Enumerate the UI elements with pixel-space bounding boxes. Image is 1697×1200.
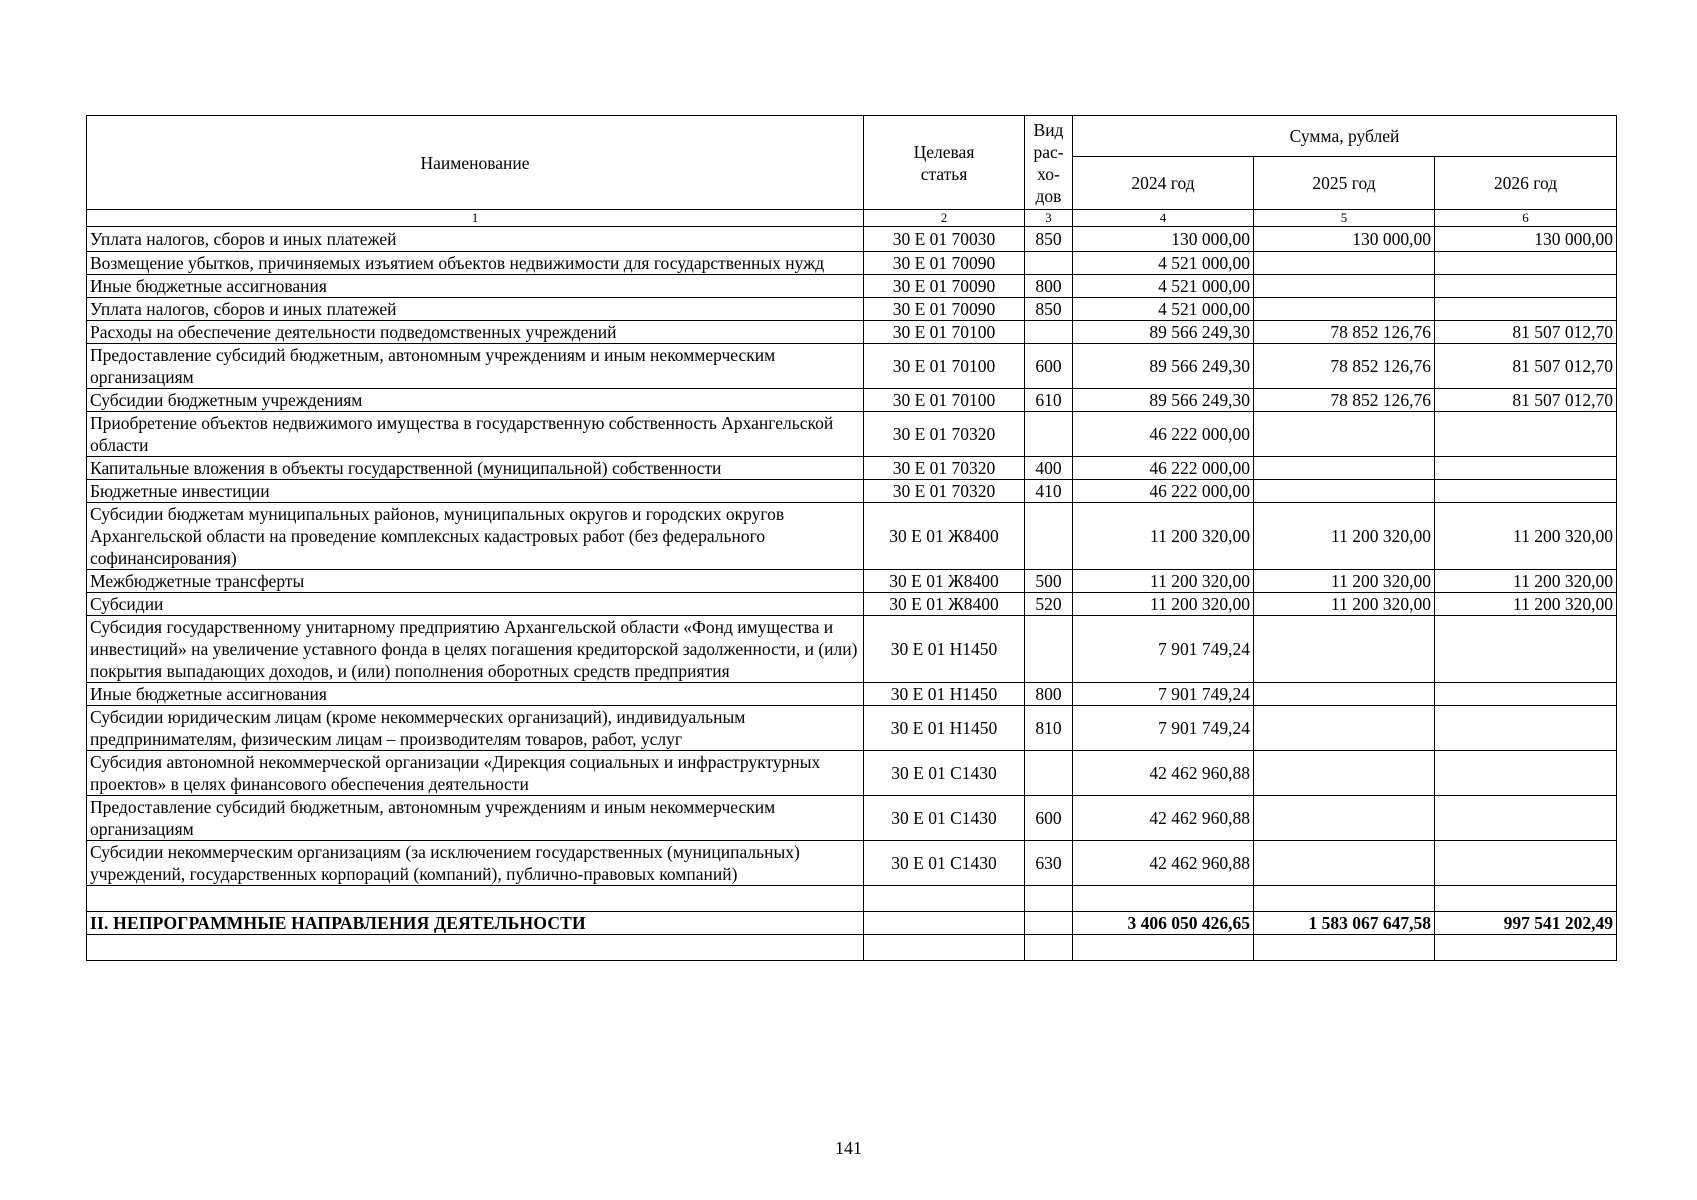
row-sum-2025: 11 200 320,00 bbox=[1254, 593, 1435, 616]
row-vid: 810 bbox=[1025, 706, 1073, 751]
header-vid-line4: дов bbox=[1035, 185, 1062, 206]
row-sum-2024: 42 462 960,88 bbox=[1073, 841, 1254, 886]
blank-cell bbox=[1435, 935, 1617, 961]
row-name: Субсидия государственному унитарному предприятию Архангельской области «Фонд имущества и инвестиций» на увеличение уставного фонда в целях погашения кредиторской задолженности, и (или) покрытия выпадающих доходов, и (или) пополнения оборотных средств предприятия bbox=[87, 616, 864, 683]
row-vid: 610 bbox=[1025, 389, 1073, 412]
total-name: II. НЕПРОГРАММНЫЕ НАПРАВЛЕНИЯ ДЕЯТЕЛЬНОСТИ bbox=[87, 912, 864, 935]
row-sum-2025 bbox=[1254, 706, 1435, 751]
header-year-2026: 2026 год bbox=[1435, 157, 1617, 210]
row-sum-2025 bbox=[1254, 252, 1435, 275]
row-sum-2025 bbox=[1254, 796, 1435, 841]
row-vid bbox=[1025, 616, 1073, 683]
header-sum-group: Сумма, рублей bbox=[1073, 116, 1617, 157]
row-name: Субсидия автономной некоммерческой организации «Дирекция социальных и инфраструктурных проектов» в целях финансового обеспечения деятельности bbox=[87, 751, 864, 796]
table-row bbox=[87, 275, 1617, 298]
blank-cell bbox=[87, 886, 864, 912]
row-sum-2024: 11 200 320,00 bbox=[1073, 570, 1254, 593]
table-row bbox=[87, 344, 1617, 389]
row-sum-2025 bbox=[1254, 751, 1435, 796]
row-sum-2025: 78 852 126,76 bbox=[1254, 321, 1435, 344]
row-sum-2025 bbox=[1254, 841, 1435, 886]
row-sum-2026 bbox=[1435, 841, 1617, 886]
row-sum-2026 bbox=[1435, 706, 1617, 751]
row-sum-2024: 89 566 249,30 bbox=[1073, 344, 1254, 389]
table-row bbox=[87, 841, 1617, 886]
total-sum-2025: 1 583 067 647,58 bbox=[1254, 912, 1435, 935]
table-row bbox=[87, 480, 1617, 503]
column-number: 3 bbox=[1025, 210, 1073, 227]
row-code: 30 Е 01 Ж8400 bbox=[864, 503, 1025, 570]
header-code-line2: статья bbox=[920, 163, 968, 184]
table-row bbox=[87, 298, 1617, 321]
row-sum-2024: 4 521 000,00 bbox=[1073, 275, 1254, 298]
row-sum-2025: 11 200 320,00 bbox=[1254, 570, 1435, 593]
column-number: 5 bbox=[1254, 210, 1435, 227]
table-row bbox=[87, 227, 1617, 252]
row-sum-2025 bbox=[1254, 275, 1435, 298]
row-code: 30 Е 01 70320 bbox=[864, 412, 1025, 457]
header-code-line1: Целевая bbox=[913, 141, 975, 162]
total-code bbox=[864, 912, 1025, 935]
table-row bbox=[87, 751, 1617, 796]
header-vid-line2: рас- bbox=[1033, 141, 1064, 162]
table-row bbox=[87, 593, 1617, 616]
row-sum-2026 bbox=[1435, 457, 1617, 480]
row-vid: 400 bbox=[1025, 457, 1073, 480]
row-vid bbox=[1025, 252, 1073, 275]
table-row bbox=[87, 616, 1617, 683]
row-name: Субсидии некоммерческим организациям (за исключением государственных (муниципальных) учреждений, государственных корпораций (компаний), публично-правовых компаний) bbox=[87, 841, 864, 886]
row-name: Иные бюджетные ассигнования bbox=[87, 275, 864, 298]
row-vid: 600 bbox=[1025, 796, 1073, 841]
row-sum-2026 bbox=[1435, 480, 1617, 503]
row-code: 30 Е 01 Н1450 bbox=[864, 706, 1025, 751]
row-code: 30 Е 01 Н1450 bbox=[864, 683, 1025, 706]
row-sum-2026: 81 507 012,70 bbox=[1435, 321, 1617, 344]
column-number: 2 bbox=[864, 210, 1025, 227]
row-vid bbox=[1025, 751, 1073, 796]
row-sum-2024: 11 200 320,00 bbox=[1073, 593, 1254, 616]
row-sum-2026 bbox=[1435, 275, 1617, 298]
total-vid bbox=[1025, 912, 1073, 935]
budget-table bbox=[86, 115, 1617, 961]
row-sum-2025: 78 852 126,76 bbox=[1254, 344, 1435, 389]
row-code: 30 Е 01 С1430 bbox=[864, 751, 1025, 796]
total-sum-2026: 997 541 202,49 bbox=[1435, 912, 1617, 935]
row-name: Иные бюджетные ассигнования bbox=[87, 683, 864, 706]
row-sum-2026: 11 200 320,00 bbox=[1435, 593, 1617, 616]
column-number: 6 bbox=[1435, 210, 1617, 227]
row-sum-2024: 46 222 000,00 bbox=[1073, 412, 1254, 457]
table-row bbox=[87, 389, 1617, 412]
blank-cell bbox=[1073, 886, 1254, 912]
row-sum-2026 bbox=[1435, 751, 1617, 796]
row-sum-2026: 81 507 012,70 bbox=[1435, 389, 1617, 412]
row-code: 30 Е 01 70090 bbox=[864, 298, 1025, 321]
header-vid bbox=[1025, 116, 1073, 210]
row-sum-2025 bbox=[1254, 298, 1435, 321]
row-name: Приобретение объектов недвижимого имущества в государственную собственность Архангельской области bbox=[87, 412, 864, 457]
row-name: Капитальные вложения в объекты государственной (муниципальной) собственности bbox=[87, 457, 864, 480]
table-row bbox=[87, 570, 1617, 593]
blank-cell bbox=[1025, 935, 1073, 961]
row-sum-2026 bbox=[1435, 412, 1617, 457]
row-code: 30 Е 01 С1430 bbox=[864, 841, 1025, 886]
row-code: 30 Е 01 С1430 bbox=[864, 796, 1025, 841]
row-vid: 850 bbox=[1025, 227, 1073, 252]
row-code: 30 Е 01 70100 bbox=[864, 321, 1025, 344]
blank-cell bbox=[1435, 886, 1617, 912]
row-sum-2026 bbox=[1435, 616, 1617, 683]
row-name: Субсидии юридическим лицам (кроме некоммерческих организаций), индивидуальным предпринимателям, физическим лицам – производителям товаров, работ, услуг bbox=[87, 706, 864, 751]
row-name: Субсидии bbox=[87, 593, 864, 616]
row-sum-2025: 78 852 126,76 bbox=[1254, 389, 1435, 412]
row-sum-2026: 130 000,00 bbox=[1435, 227, 1617, 252]
blank-cell bbox=[1025, 886, 1073, 912]
total-sum-2024: 3 406 050 426,65 bbox=[1073, 912, 1254, 935]
row-code: 30 Е 01 70320 bbox=[864, 457, 1025, 480]
row-code: 30 Е 01 70030 bbox=[864, 227, 1025, 252]
column-number: 4 bbox=[1073, 210, 1254, 227]
row-sum-2024: 7 901 749,24 bbox=[1073, 683, 1254, 706]
row-vid bbox=[1025, 321, 1073, 344]
row-sum-2026: 81 507 012,70 bbox=[1435, 344, 1617, 389]
row-vid: 850 bbox=[1025, 298, 1073, 321]
row-sum-2024: 11 200 320,00 bbox=[1073, 503, 1254, 570]
row-vid: 630 bbox=[1025, 841, 1073, 886]
row-vid: 410 bbox=[1025, 480, 1073, 503]
row-code: 30 Е 01 Ж8400 bbox=[864, 593, 1025, 616]
table-row bbox=[87, 252, 1617, 275]
row-vid: 800 bbox=[1025, 275, 1073, 298]
row-vid bbox=[1025, 503, 1073, 570]
row-sum-2026 bbox=[1435, 298, 1617, 321]
table-row bbox=[87, 503, 1617, 570]
row-name: Предоставление субсидий бюджетным, автономным учреждениям и иным некоммерческим организациям bbox=[87, 344, 864, 389]
row-name: Бюджетные инвестиции bbox=[87, 480, 864, 503]
table-body bbox=[87, 227, 1617, 961]
row-code: 30 Е 01 70320 bbox=[864, 480, 1025, 503]
row-sum-2024: 4 521 000,00 bbox=[1073, 252, 1254, 275]
row-sum-2026 bbox=[1435, 796, 1617, 841]
row-sum-2025 bbox=[1254, 457, 1435, 480]
table-header bbox=[87, 116, 1617, 227]
row-sum-2026: 11 200 320,00 bbox=[1435, 570, 1617, 593]
row-sum-2025 bbox=[1254, 480, 1435, 503]
row-code: 30 Е 01 70090 bbox=[864, 252, 1025, 275]
row-sum-2026 bbox=[1435, 683, 1617, 706]
row-code: 30 Е 01 Н1450 bbox=[864, 616, 1025, 683]
table-row bbox=[87, 683, 1617, 706]
row-name: Уплата налогов, сборов и иных платежей bbox=[87, 298, 864, 321]
row-name: Предоставление субсидий бюджетным, автономным учреждениям и иным некоммерческим организациям bbox=[87, 796, 864, 841]
table-row bbox=[87, 796, 1617, 841]
blank-row bbox=[87, 935, 1617, 961]
row-name: Возмещение убытков, причиняемых изъятием объектов недвижимости для государственных нужд bbox=[87, 252, 864, 275]
row-vid: 800 bbox=[1025, 683, 1073, 706]
row-sum-2026 bbox=[1435, 252, 1617, 275]
table-row bbox=[87, 706, 1617, 751]
row-sum-2024: 89 566 249,30 bbox=[1073, 389, 1254, 412]
header-vid-line1: Вид bbox=[1033, 119, 1064, 140]
row-sum-2024: 7 901 749,24 bbox=[1073, 616, 1254, 683]
total-row bbox=[87, 912, 1617, 935]
row-sum-2024: 89 566 249,30 bbox=[1073, 321, 1254, 344]
row-sum-2024: 46 222 000,00 bbox=[1073, 480, 1254, 503]
row-code: 30 Е 01 70090 bbox=[864, 275, 1025, 298]
blank-cell bbox=[864, 935, 1025, 961]
row-name: Расходы на обеспечение деятельности подведомственных учреждений bbox=[87, 321, 864, 344]
table-row bbox=[87, 457, 1617, 480]
row-sum-2026: 11 200 320,00 bbox=[1435, 503, 1617, 570]
blank-cell bbox=[1073, 935, 1254, 961]
row-code: 30 Е 01 70100 bbox=[864, 344, 1025, 389]
row-vid: 520 bbox=[1025, 593, 1073, 616]
row-sum-2024: 42 462 960,88 bbox=[1073, 751, 1254, 796]
table-row bbox=[87, 412, 1617, 457]
row-code: 30 Е 01 70100 bbox=[864, 389, 1025, 412]
row-vid: 600 bbox=[1025, 344, 1073, 389]
row-sum-2025 bbox=[1254, 683, 1435, 706]
row-name: Субсидии бюджетным учреждениям bbox=[87, 389, 864, 412]
blank-cell bbox=[864, 886, 1025, 912]
column-number: 1 bbox=[87, 210, 864, 227]
row-vid bbox=[1025, 412, 1073, 457]
header-name: Наименование bbox=[87, 116, 864, 210]
budget-sheet bbox=[86, 115, 1616, 961]
blank-cell bbox=[1254, 886, 1435, 912]
row-sum-2024: 42 462 960,88 bbox=[1073, 796, 1254, 841]
row-sum-2024: 46 222 000,00 bbox=[1073, 457, 1254, 480]
table-row bbox=[87, 321, 1617, 344]
row-sum-2025 bbox=[1254, 616, 1435, 683]
row-name: Уплата налогов, сборов и иных платежей bbox=[87, 227, 864, 252]
row-sum-2024: 4 521 000,00 bbox=[1073, 298, 1254, 321]
header-code bbox=[864, 116, 1025, 210]
header-vid-line3: хо- bbox=[1037, 163, 1060, 184]
row-code: 30 Е 01 Ж8400 bbox=[864, 570, 1025, 593]
row-name: Субсидии бюджетам муниципальных районов, муниципальных округов и городских округов Архангельской области на проведение комплексных кадастровых работ (без федерального софинансирования) bbox=[87, 503, 864, 570]
page-number: 141 bbox=[835, 1138, 862, 1158]
header-year-2025: 2025 год bbox=[1254, 157, 1435, 210]
row-sum-2025: 11 200 320,00 bbox=[1254, 503, 1435, 570]
blank-cell bbox=[1254, 935, 1435, 961]
row-sum-2024: 7 901 749,24 bbox=[1073, 706, 1254, 751]
row-sum-2025 bbox=[1254, 412, 1435, 457]
row-name: Межбюджетные трансферты bbox=[87, 570, 864, 593]
blank-cell bbox=[87, 935, 864, 961]
blank-row bbox=[87, 886, 1617, 912]
row-sum-2025: 130 000,00 bbox=[1254, 227, 1435, 252]
header-year-2024: 2024 год bbox=[1073, 157, 1254, 210]
row-sum-2024: 130 000,00 bbox=[1073, 227, 1254, 252]
row-vid: 500 bbox=[1025, 570, 1073, 593]
